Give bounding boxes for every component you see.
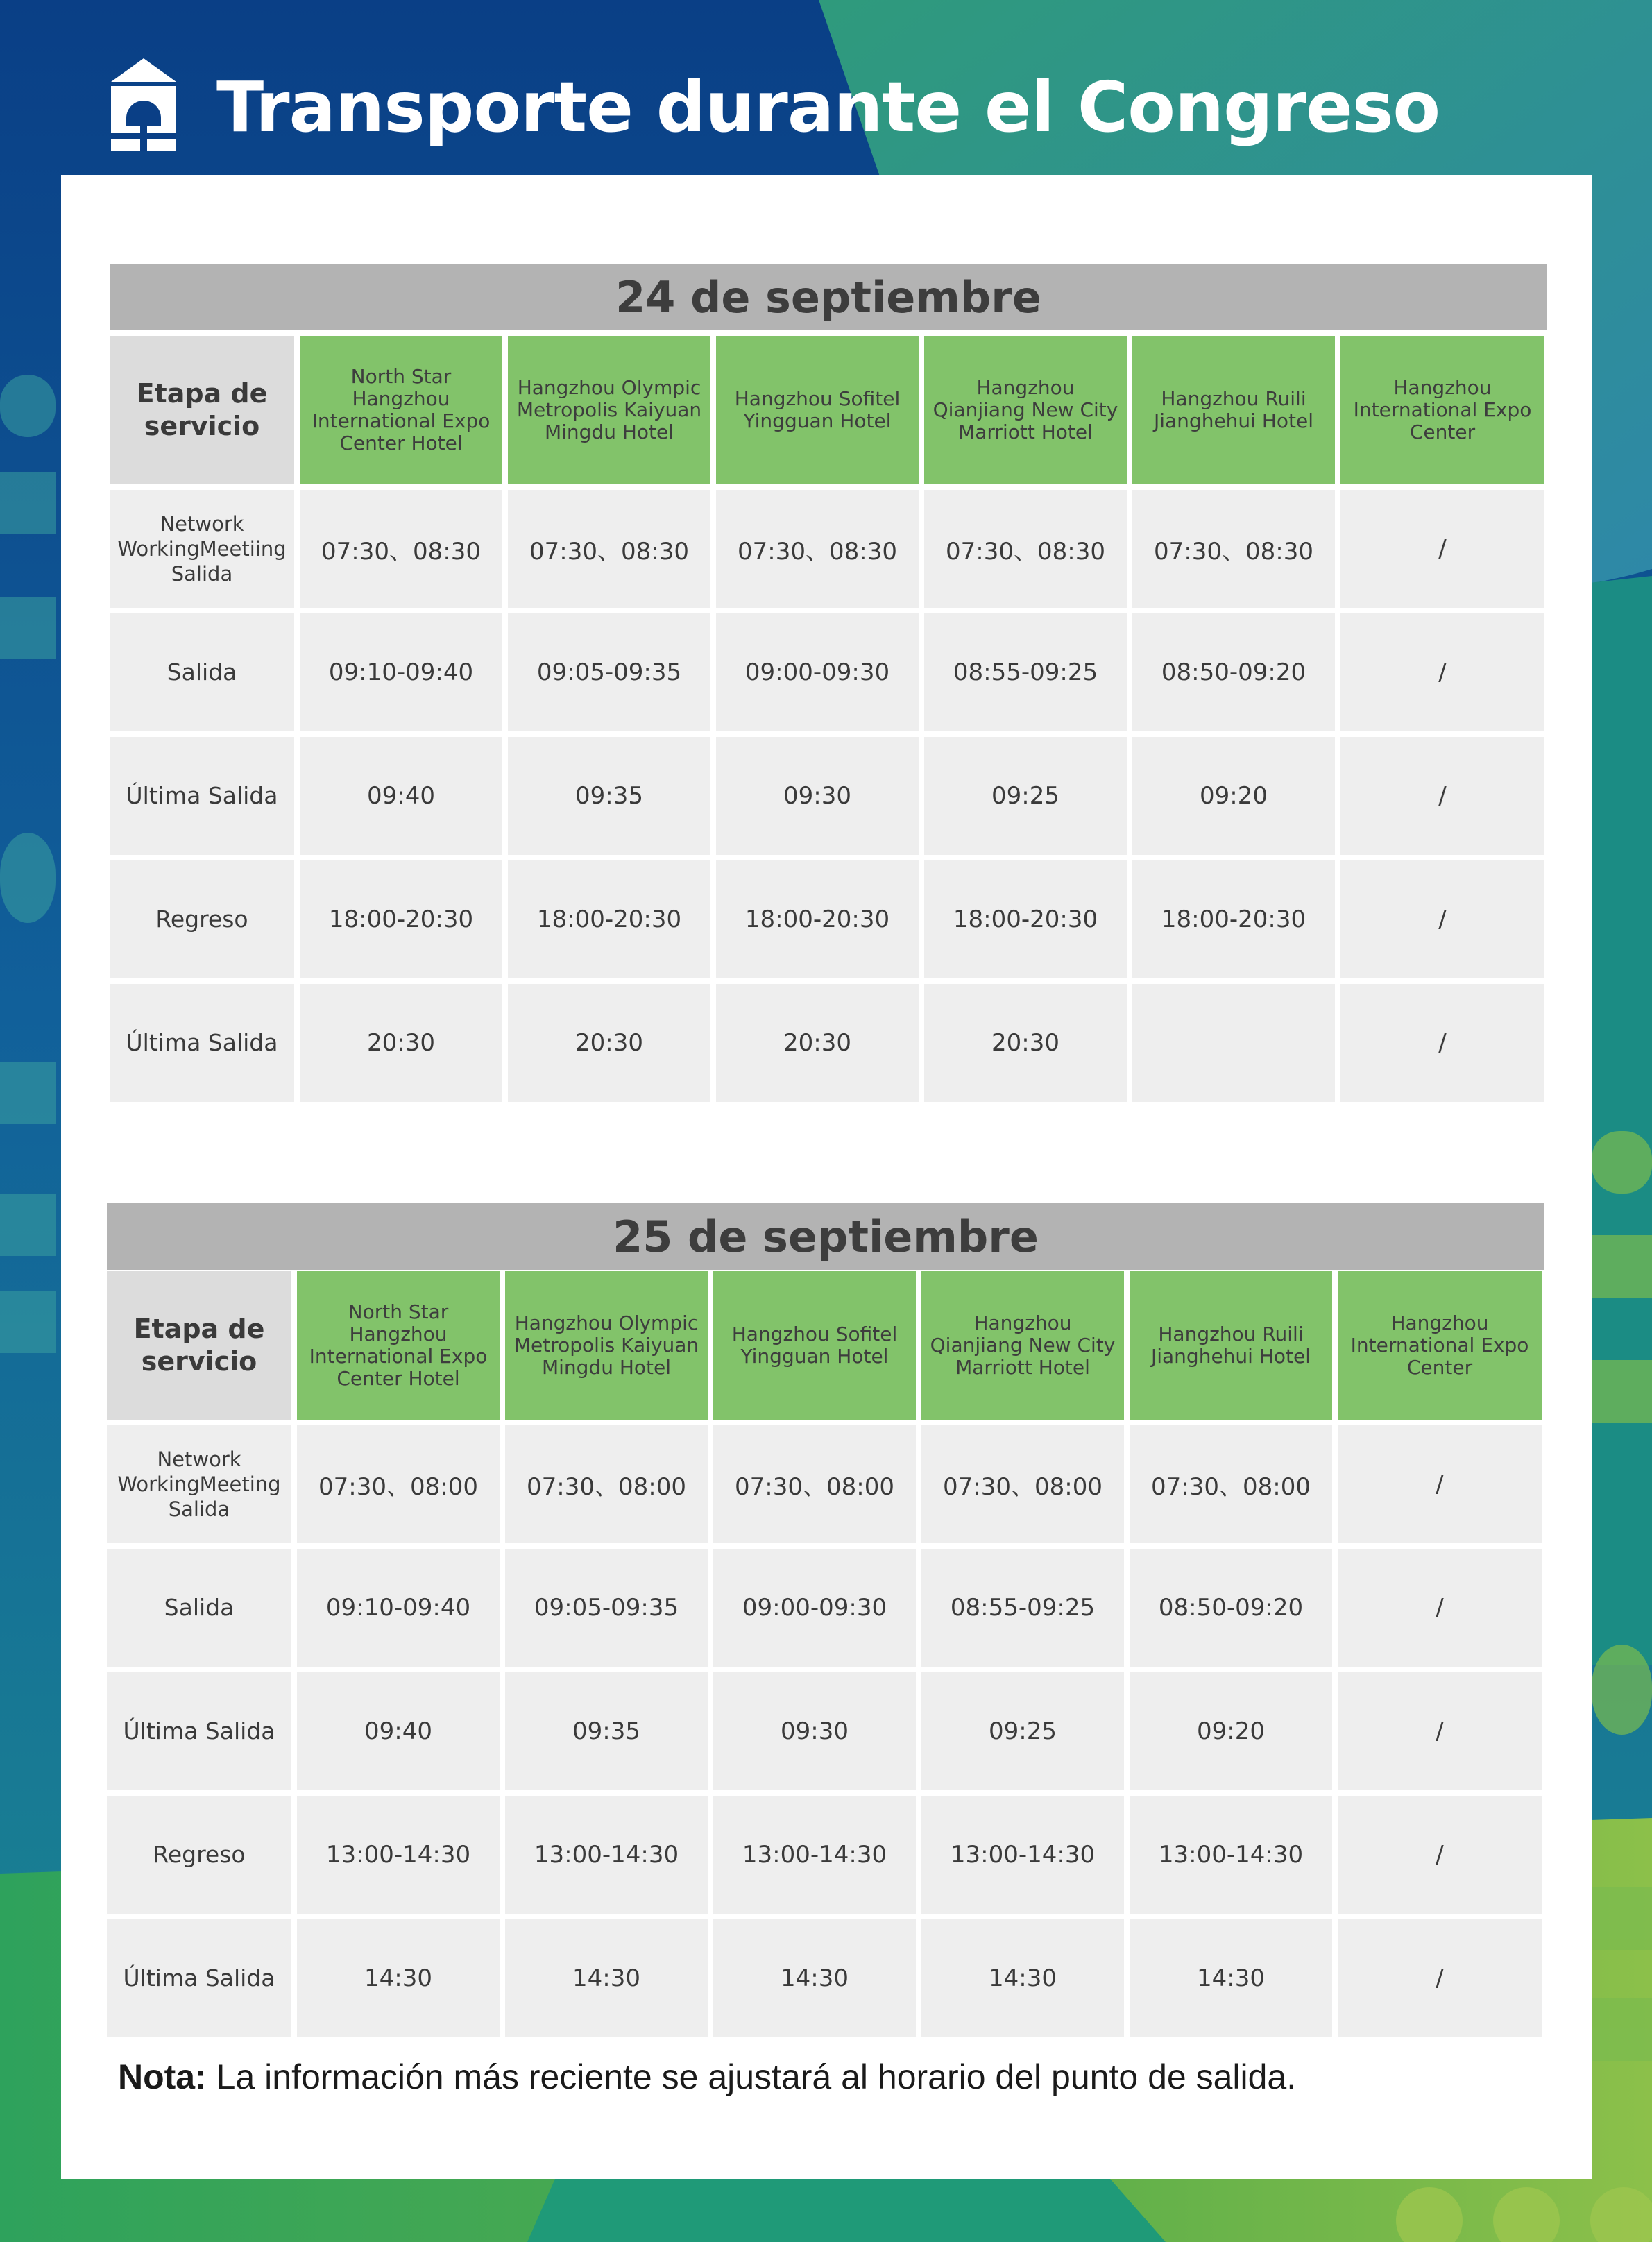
time-cell: 07:30、08:00: [297, 1425, 500, 1543]
time-cell: 09:40: [297, 1672, 500, 1790]
time-cell: 07:30、08:30: [716, 490, 919, 608]
hotel-header: Hangzhou Olympic Metropolis Kaiyuan Mingdu Hotel: [508, 336, 710, 484]
time-cell: 13:00-14:30: [713, 1796, 916, 1914]
time-cell: 09:05-09:35: [505, 1549, 708, 1667]
row-label: Última Salida: [107, 1672, 291, 1790]
row-label: Salida: [110, 613, 294, 731]
hotel-header: Hangzhou Ruili Jianghehui Hotel: [1130, 1271, 1332, 1420]
row-label: Network WorkingMeeting Salida: [107, 1425, 291, 1543]
schedule-table: [107, 1271, 1542, 2037]
hotel-header: Hangzhou Ruili Jianghehui Hotel: [1132, 336, 1335, 484]
time-cell: 13:00-14:30: [297, 1796, 500, 1914]
time-cell: 14:30: [713, 1919, 916, 2037]
time-cell: 18:00-20:30: [716, 860, 919, 978]
hotel-header: North Star Hangzhou International Expo Center Hotel: [297, 1271, 500, 1420]
time-cell: [1132, 984, 1335, 1102]
time-cell: 20:30: [300, 984, 502, 1102]
hotel-header: Hangzhou Olympic Metropolis Kaiyuan Mingdu Hotel: [505, 1271, 708, 1420]
row-label: Regreso: [107, 1796, 291, 1914]
time-cell: /: [1340, 860, 1544, 978]
schedule-card: [61, 175, 1592, 2179]
row-label: Última Salida: [110, 984, 294, 1102]
hotel-header: Hangzhou International Expo Center: [1338, 1271, 1542, 1420]
hotel-header: North Star Hangzhou International Expo Center Hotel: [300, 336, 502, 484]
time-cell: /: [1340, 613, 1544, 731]
time-cell: 18:00-20:30: [300, 860, 502, 978]
time-cell: 07:30、08:30: [508, 490, 710, 608]
time-cell: 20:30: [508, 984, 710, 1102]
time-cell: 09:10-09:40: [297, 1549, 500, 1667]
time-cell: 09:40: [300, 737, 502, 855]
time-cell: 09:00-09:30: [713, 1549, 916, 1667]
building-arch-icon: [111, 58, 176, 151]
time-cell: 09:25: [924, 737, 1127, 855]
time-cell: 14:30: [921, 1919, 1124, 2037]
date-bar: 24 de septiembre: [110, 264, 1547, 330]
time-cell: /: [1338, 1549, 1542, 1667]
time-cell: /: [1340, 737, 1544, 855]
hotel-header: Hangzhou Sofitel Yingguan Hotel: [713, 1271, 916, 1420]
time-cell: 08:50-09:20: [1132, 613, 1335, 731]
time-cell: 07:30、08:30: [1132, 490, 1335, 608]
time-cell: 13:00-14:30: [505, 1796, 708, 1914]
time-cell: /: [1338, 1672, 1542, 1790]
time-cell: 09:30: [713, 1672, 916, 1790]
corner-header: Etapa de servicio: [107, 1271, 291, 1420]
time-cell: 09:05-09:35: [508, 613, 710, 731]
time-cell: 07:30、08:00: [921, 1425, 1124, 1543]
time-cell: /: [1340, 490, 1544, 608]
hotel-header: Hangzhou International Expo Center: [1340, 336, 1544, 484]
hotel-header: Hangzhou Qianjiang New City Marriott Hotel: [921, 1271, 1124, 1420]
time-cell: /: [1340, 984, 1544, 1102]
time-cell: 20:30: [716, 984, 919, 1102]
time-cell: /: [1338, 1796, 1542, 1914]
time-cell: 09:00-09:30: [716, 613, 919, 731]
time-cell: 09:25: [921, 1672, 1124, 1790]
time-cell: 09:35: [508, 737, 710, 855]
row-label: Network WorkingMeetiing Salida: [110, 490, 294, 608]
time-cell: 09:10-09:40: [300, 613, 502, 731]
hotel-header: Hangzhou Qianjiang New City Marriott Hotel: [924, 336, 1127, 484]
time-cell: 08:55-09:25: [921, 1549, 1124, 1667]
date-bar: 25 de septiembre: [107, 1203, 1544, 1270]
time-cell: 18:00-20:30: [508, 860, 710, 978]
time-cell: 09:20: [1132, 737, 1335, 855]
time-cell: 09:30: [716, 737, 919, 855]
schedule-table: [110, 336, 1544, 1102]
time-cell: 18:00-20:30: [924, 860, 1127, 978]
time-cell: 09:35: [505, 1672, 708, 1790]
row-label: Última Salida: [107, 1919, 291, 2037]
time-cell: 13:00-14:30: [1130, 1796, 1332, 1914]
time-cell: 09:20: [1130, 1672, 1332, 1790]
time-cell: /: [1338, 1425, 1542, 1543]
footer-note: [118, 2057, 1296, 2097]
time-cell: 07:30、08:00: [1130, 1425, 1332, 1543]
time-cell: 07:30、08:30: [924, 490, 1127, 608]
time-cell: /: [1338, 1919, 1542, 2037]
page-title: Transporte durante el Congreso: [216, 67, 1440, 148]
page-header: [0, 42, 1652, 173]
time-cell: 20:30: [924, 984, 1127, 1102]
time-cell: 08:55-09:25: [924, 613, 1127, 731]
time-cell: 08:50-09:20: [1130, 1549, 1332, 1667]
note-label: Nota:: [118, 2057, 207, 2096]
time-cell: 14:30: [1130, 1919, 1332, 2037]
time-cell: 14:30: [505, 1919, 708, 2037]
time-cell: 07:30、08:30: [300, 490, 502, 608]
time-cell: 07:30、08:00: [505, 1425, 708, 1543]
hotel-header: Hangzhou Sofitel Yingguan Hotel: [716, 336, 919, 484]
row-label: Regreso: [110, 860, 294, 978]
time-cell: 13:00-14:30: [921, 1796, 1124, 1914]
time-cell: 14:30: [297, 1919, 500, 2037]
note-text: La información más reciente se ajustará al horario del punto de salida.: [206, 2057, 1297, 2096]
time-cell: 07:30、08:00: [713, 1425, 916, 1543]
corner-header: Etapa de servicio: [110, 336, 294, 484]
time-cell: 18:00-20:30: [1132, 860, 1335, 978]
row-label: Última Salida: [110, 737, 294, 855]
row-label: Salida: [107, 1549, 291, 1667]
